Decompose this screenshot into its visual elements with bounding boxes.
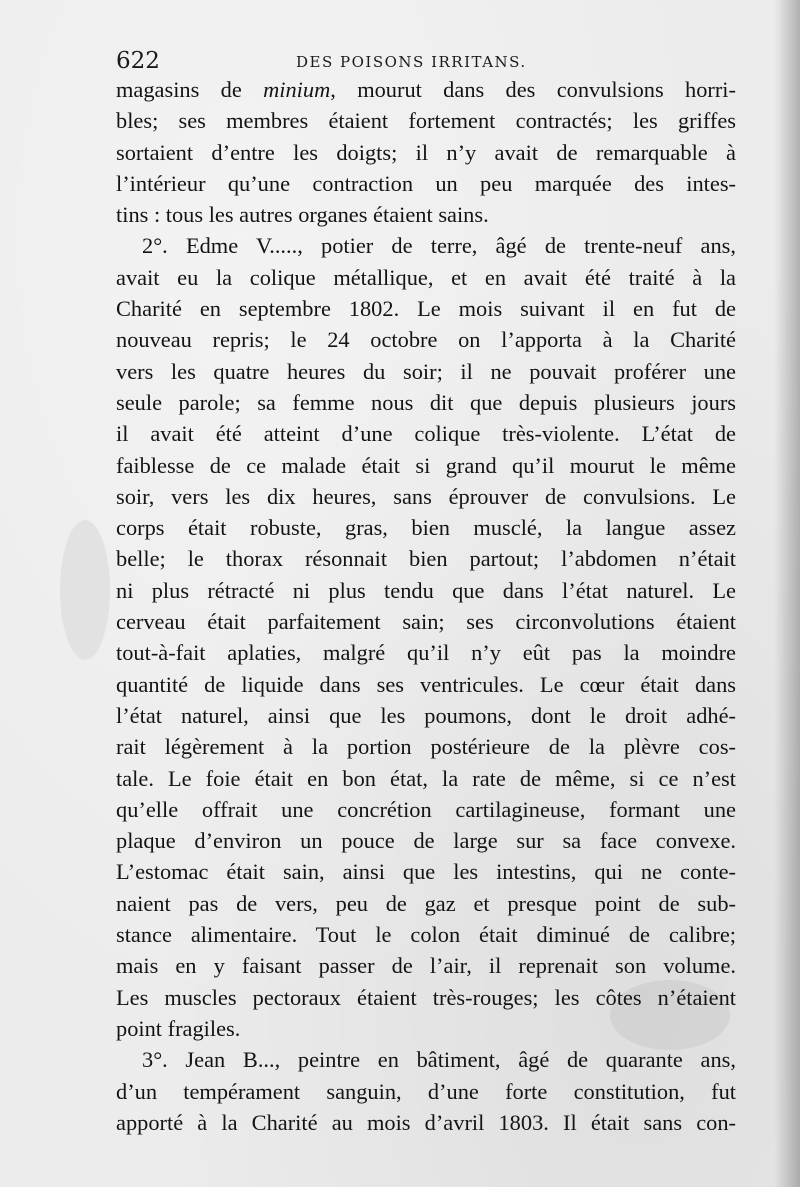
text-line: avait eu la colique métallique, et en avait été traité à la — [116, 264, 736, 290]
text-line: bles; ses membres étaient fortement contractés; les griffes — [116, 108, 736, 134]
text-line: vers les quatre heures du soir; il ne pouvait proférer une — [116, 358, 736, 384]
text-line: qu’elle offrait une concrétion cartilagineuse, formant une — [116, 796, 736, 822]
text-line: d’un tempérament sanguin, d’une forte constitution, fut — [116, 1078, 736, 1104]
paper-stain — [60, 520, 110, 660]
text-line: tout-à-fait aplaties, malgré qu’il n’y eût pas la moindre — [116, 640, 736, 666]
italic-word: minium — [263, 77, 331, 102]
text-line: l’intérieur qu’une contraction un peu marquée des intes- — [116, 170, 736, 196]
text-line: nouveau repris; le 24 octobre on l’apporta à la Charité — [116, 327, 736, 353]
text-line: tins : tous les autres organes étaient sains. — [116, 202, 489, 228]
text-line: quantité de liquide dans ses ventricules. Le cœur était dans — [116, 671, 736, 697]
text-line: point fragiles. — [116, 1015, 241, 1041]
text-line: 3°. Jean B..., peintre en bâtiment, âgé de quarante ans, — [142, 1047, 736, 1073]
text-line: mais en y faisant passer de l’air, il reprenait son volume. — [116, 953, 736, 979]
text-line: magasins de minium, mourut dans des convulsions horri- — [116, 77, 736, 102]
text-line: l’état naturel, ainsi que les poumons, dont le droit adhé- — [116, 702, 736, 728]
text-line: Les muscles pectoraux étaient très-rouges; les côtes n’étaient — [116, 984, 736, 1010]
text-line: belle; le thorax résonnait bien partout; l’abdomen n’était — [116, 546, 736, 572]
text-line: sortaient d’entre les doigts; il n’y avait de remarquable à — [116, 139, 736, 165]
text-line: stance alimentaire. Tout le colon était diminué de calibre; — [116, 922, 736, 948]
text-line: ni plus rétracté ni plus tendu que dans l’état naturel. Le — [116, 577, 736, 603]
text-line: plaque d’environ un pouce de large sur sa face convexe. — [116, 828, 736, 854]
text-line: corps était robuste, gras, bien musclé, la langue assez — [116, 515, 736, 541]
text-line: L’estomac était sain, ainsi que les intestins, qui ne conte- — [116, 859, 736, 885]
text-line: rait légèrement à la portion postérieure de la plèvre cos- — [116, 734, 736, 760]
text-line: soir, vers les dix heures, sans éprouver de convulsions. Le — [116, 483, 736, 509]
running-head — [116, 44, 736, 74]
running-title: DES POISONS IRRITANS. — [296, 53, 527, 71]
gutter-shadow — [774, 0, 800, 1187]
text-line: naient pas de vers, peu de gaz et presque point de sub- — [116, 890, 736, 916]
text-line: seule parole; sa femme nous dit que depuis plusieurs jours — [116, 389, 736, 415]
text-line: faiblesse de ce malade était si grand qu’il mourut le même — [116, 452, 736, 478]
text-line: cerveau était parfaitement sain; ses circonvolutions étaient — [116, 609, 736, 635]
text-line: il avait été atteint d’une colique très-violente. L’état de — [116, 421, 736, 447]
page-number: 622 — [116, 48, 160, 74]
text-line: tale. Le foie était en bon état, la rate de même, si ce n’est — [116, 765, 736, 791]
text-line: apporté à la Charité au mois d’avril 1803. Il était sans con- — [116, 1109, 736, 1135]
text-line: Charité en septembre 1802. Le mois suivant il en fut de — [116, 296, 736, 322]
text-line: 2°. Edme V....., potier de terre, âgé de trente-neuf ans, — [142, 233, 736, 259]
body-text — [116, 74, 736, 1138]
